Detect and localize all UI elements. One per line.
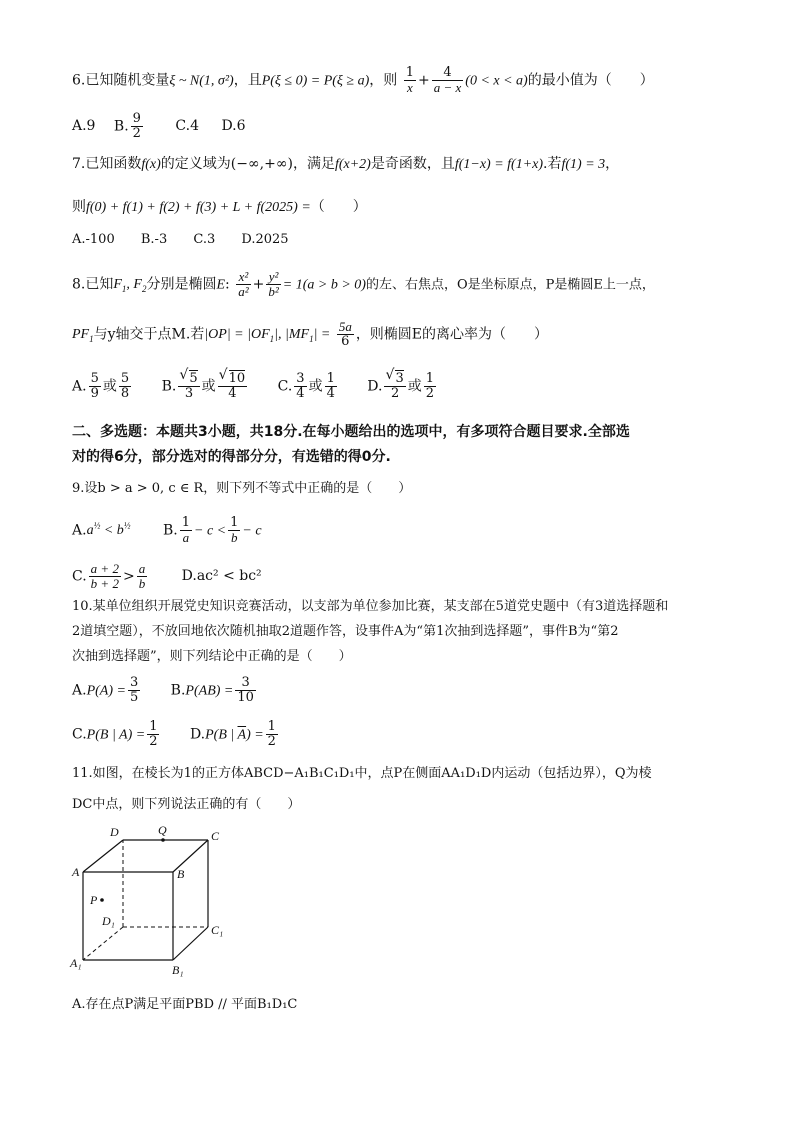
q9-option-a[interactable]: $A.a^{\frac{1}{2}} < b^{\frac{1}{2}}$ xyxy=(72,520,131,539)
q6-distribution: ξ ~ N(1, σ²) xyxy=(169,73,234,89)
q6-prob-equation: P(ξ ≤ 0) = P(ξ ≥ a) xyxy=(261,73,370,89)
q7-sum-line xyxy=(72,200,367,215)
q7-f1: f(1) = 3 xyxy=(561,157,606,172)
q9-option-b[interactable]: B. $\frac{1}{a}$ − c < $\frac{1}{b}$ − c xyxy=(162,515,262,545)
q7-line2-prefix: 则 xyxy=(72,199,86,215)
q10-option-a[interactable]: A.P(A) = $\frac{3}{5}$ xyxy=(72,675,139,705)
q8-frac-x2a2: $\frac{\text{x²}}{\text{a²}}$ xyxy=(238,269,249,299)
cube-figure xyxy=(68,822,238,982)
q7-option-d[interactable]: D.2025 xyxy=(241,232,289,247)
q7-symmetry: f(1−x) = f(1+x) xyxy=(454,157,544,172)
q7-option-a[interactable]: A.-100 xyxy=(72,232,115,247)
q8-stem-prefix: 8.已知 xyxy=(72,276,114,293)
q6-range: (0 < x < a) xyxy=(465,73,528,89)
q6-options xyxy=(72,112,272,141)
q7-domain-text: 的定义域为(−∞,+∞)，满足 xyxy=(160,156,335,172)
q8-ellipse-name: E xyxy=(216,277,226,293)
label-b: B xyxy=(177,867,185,881)
q10-option-b[interactable]: B.P(AB) = $\frac{3}{10}$ xyxy=(170,675,254,705)
q8-options xyxy=(72,372,464,401)
q10-options-row1 xyxy=(72,676,284,705)
q11-line2: DC中点，则下列说法正确的有（ ） xyxy=(72,797,301,812)
q9-option-d[interactable]: D.ac² < bc² xyxy=(181,568,262,585)
cube-edge-d1a1 xyxy=(83,927,123,960)
q10-option-d[interactable]: D.P(B | $\overline{A}$) = $\frac{1}{2}$ xyxy=(189,719,276,749)
label-q: Q xyxy=(158,823,167,837)
q6-stem-then: ，则 xyxy=(369,72,398,89)
point-p xyxy=(100,898,104,902)
q8-line2-suffix: ，则椭圆E的离心率为（ ） xyxy=(355,326,549,343)
q9-option-c[interactable]: C. $\frac{a + 2}{b + 2}$ > $\frac{a}{b}$ xyxy=(72,561,146,591)
q8-line2 xyxy=(72,320,548,349)
q6-stem-suffix: 的最小值为（ ） xyxy=(527,72,654,89)
q11-line1: 11.如图，在棱长为1的正方体ABCD−A₁B₁C₁D₁中，点P在侧面AA₁D₁D内运动（包括边界），Q为棱 xyxy=(72,766,652,781)
label-d: D xyxy=(110,825,119,839)
q8-frac-5a6: $\frac{5a}{6}$ xyxy=(338,319,352,349)
q8-line2-prefix: 与y轴交于点M.若 xyxy=(93,326,205,343)
label-p: P xyxy=(90,893,98,907)
label-d1: D₁ xyxy=(102,914,115,928)
point-q xyxy=(161,838,165,842)
q10-options-row2 xyxy=(72,720,306,749)
q6-frac-4: $\frac{4}{a - x}$ xyxy=(433,65,462,95)
q9-stem: 9.设b > a > 0, c ∈ R，则下列不等式中正确的是（ ） xyxy=(72,481,412,496)
q11-option-a[interactable]: A.存在点P满足平面PBD // 平面B₁D₁C xyxy=(72,997,298,1012)
label-a1: A₁ xyxy=(70,956,82,970)
cube-edge-b1c1 xyxy=(173,927,208,960)
q8-option-a[interactable]: A. $\frac{5}{9}$ 或 $\frac{5}{8}$ xyxy=(72,371,130,401)
q8-stem-suffix: 的左、右焦点，O是坐标原点，P是椭圆E上一点， xyxy=(365,277,655,293)
q7-options xyxy=(72,233,315,246)
section2-line2: 对的得6分，部分选对的得部分分，有选错的得0分. xyxy=(72,449,391,465)
q8-condition: $|OP| = |OF_1|$, $|MF_1|$ = xyxy=(204,327,331,345)
q9-options-row1 xyxy=(72,516,288,545)
q8-ellipse-cond: = 1(a > b > 0) xyxy=(282,277,366,293)
q7-option-b[interactable]: B.-3 xyxy=(140,232,168,247)
q7-stem: 7.已知函数f(x)的定义域为(−∞,+∞)，满足f(x+2)是奇函数，且f(1−x) = f(1+x).若f(1) = 3， xyxy=(72,156,620,172)
q8-option-d[interactable]: D. √ $\frac{3}{2}$ 或 $\frac{1}{2}$ xyxy=(367,372,438,401)
q8-frac-y2b2: $\frac{\text{y²}}{\text{b²}}$ xyxy=(268,269,279,299)
q10-line2: 2道填空题），不放回地依次随机抽取2道题作答，设事件A为“第1次抽到选择题”，事件B为“第2 xyxy=(72,624,619,639)
section2-line1: 二、多选题：本题共3小题，共18分.在每小题给出的选项中，有多项符合题目要求.全部选 xyxy=(72,424,630,440)
label-c1: C₁ xyxy=(211,923,224,937)
q6-stem-prefix: 6.已知随机变量 xyxy=(72,72,170,89)
q8-foci: $F_1$, $F_2$ xyxy=(113,277,147,295)
label-c: C xyxy=(211,829,220,843)
q7-fx: f(x) xyxy=(141,157,161,172)
q7-stem-prefix: 7.已知函数 xyxy=(72,156,142,172)
q10-line1: 10.某单位组织开展党史知识竞赛活动，以支部为单位参加比赛，某支部在5道党史题中（有3道选择题和 xyxy=(72,599,669,614)
q6-frac-1-x: $\frac{1}{x}$ xyxy=(405,65,414,95)
q7-fx2: f(x+2) xyxy=(334,157,371,172)
q6-stem: 6.已知随机变量ξ ~ N(1, σ²)，且P(ξ ≤ 0) = P(ξ ≥ a)，则 $\frac{1}{x}$ + $\frac{4}{a - x}$ (0 < x < a)的最小值为（ ） xyxy=(72,65,654,95)
q8-option-b[interactable]: B. √ $\frac{5}{3}$ 或 √ $\frac{10}{4}$ xyxy=(162,372,250,401)
q8-option-c[interactable]: C. $\frac{3}{4}$ 或 $\frac{1}{4}$ xyxy=(277,371,335,401)
q7-sum-expression: f(0) + f(1) + f(2) + f(3) + L + f(2025) = xyxy=(86,200,311,215)
q7-option-c[interactable]: C.3 xyxy=(193,232,216,247)
q6-stem-mid: ，且 xyxy=(233,72,262,89)
q6-option-a[interactable]: A.9 xyxy=(72,118,96,135)
label-b1: B₁ xyxy=(172,963,184,977)
q9-options-row2 xyxy=(72,562,288,591)
q10-option-c[interactable]: C.P(B | A) = $\frac{1}{2}$ xyxy=(72,719,158,749)
label-a: A xyxy=(72,865,80,879)
q7-cond-text: .若 xyxy=(543,156,562,172)
q6-option-b[interactable]: B. $\frac{9}{2}$ xyxy=(113,111,141,141)
q6-option-c[interactable]: C.4 xyxy=(175,118,199,135)
q6-option-d[interactable]: D.6 xyxy=(221,118,246,135)
q7-line2-suffix: （ ） xyxy=(310,199,367,215)
q8-foci-text: 分别是椭圆 xyxy=(146,276,217,293)
q10-line3: 次抽到选择题”，则下列结论中正确的是（ ） xyxy=(72,649,352,664)
q8-pf1: $PF_1$ xyxy=(72,327,94,345)
cube-edge-ad xyxy=(83,840,123,872)
q8-stem: 8.已知$F_1$, $F_2$分别是椭圆E: $\frac{\text{x²}}{\text{a²}}$ + $\frac{\text{y²}}{\text{b²}}$ = 1(a > b > 0)的左、右焦点，O是坐标原点，P是椭圆E上一点， xyxy=(72,269,655,299)
q7-odd-text: 是奇函数，且 xyxy=(370,156,455,172)
